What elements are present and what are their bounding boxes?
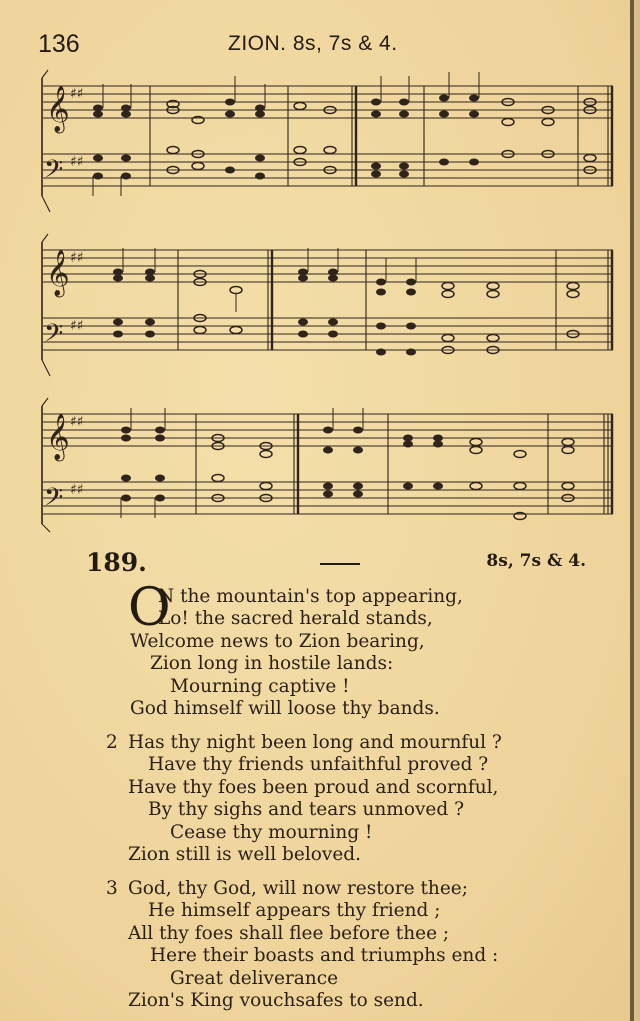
verse-line: Great deliverance — [170, 968, 339, 989]
verse-line: Cease thy mourning ! — [170, 822, 373, 843]
svg-text:𝄞: 𝄞 — [46, 250, 70, 296]
svg-text:♯♯: ♯♯ — [70, 482, 84, 498]
verse-line: Mourning captive ! — [170, 676, 350, 697]
verse-line: All thy foes shall flee before thee ; — [128, 923, 450, 944]
verse-line: Have thy friends unfaithful proved ? — [148, 754, 489, 775]
tune-title: ZION. 8s, 7s & 4. — [228, 32, 398, 55]
verse-number: 2 — [106, 732, 118, 753]
sheet-music-staff — [38, 230, 620, 380]
hymn-heading — [86, 548, 586, 580]
svg-text:♯♯: ♯♯ — [70, 318, 84, 334]
sheet-music-staff — [38, 394, 620, 534]
svg-text:𝄢: 𝄢 — [44, 483, 64, 518]
verse-line: Welcome news to Zion bearing, — [130, 631, 425, 652]
svg-text:𝄢: 𝄢 — [44, 155, 64, 190]
verse-line: Zion's King vouchsafes to send. — [128, 990, 424, 1011]
music-system-1 — [38, 66, 620, 216]
page-binding-line — [630, 0, 634, 1021]
verse-line: Zion long in hostile lands: — [150, 653, 394, 674]
hymn-number: 189. — [86, 548, 147, 577]
verse-number: 3 — [106, 878, 118, 899]
sheet-music-staff — [38, 66, 620, 216]
verse-line: Here their boasts and triumphs end : — [150, 945, 499, 966]
verse-line: N the mountain's top appearing, — [158, 586, 463, 607]
verse-line: Zion still is well beloved. — [128, 844, 362, 865]
svg-text:𝄞: 𝄞 — [46, 414, 70, 460]
svg-text:𝄞: 𝄞 — [46, 86, 70, 132]
verse-line: Have thy foes been proud and scornful, — [128, 777, 499, 798]
hymn-meter: 8s, 7s & 4. — [486, 551, 586, 571]
heading-divider — [320, 563, 360, 565]
verse-line: Has thy night been long and mournful ? — [128, 732, 502, 753]
verse-line: He himself appears thy friend ; — [148, 900, 441, 921]
page-number: 136 — [38, 30, 80, 58]
svg-text:♯♯: ♯♯ — [70, 414, 84, 430]
verse-line: God, thy God, will now restore thee; — [128, 878, 468, 899]
verse-line: By thy sighs and tears unmoved ? — [148, 799, 464, 820]
svg-text:♯♯: ♯♯ — [70, 86, 84, 102]
svg-text:♯♯: ♯♯ — [70, 250, 84, 266]
music-system-3 — [38, 394, 620, 534]
page-edge — [634, 0, 640, 1021]
verse-line: Lo! the sacred herald stands, — [158, 608, 433, 629]
svg-text:𝄢: 𝄢 — [44, 319, 64, 354]
page-header — [38, 30, 598, 60]
svg-text:♯♯: ♯♯ — [70, 154, 84, 170]
drop-cap: O — [128, 578, 171, 638]
verse-line: God himself will loose thy bands. — [130, 698, 440, 719]
music-system-2 — [38, 230, 620, 380]
